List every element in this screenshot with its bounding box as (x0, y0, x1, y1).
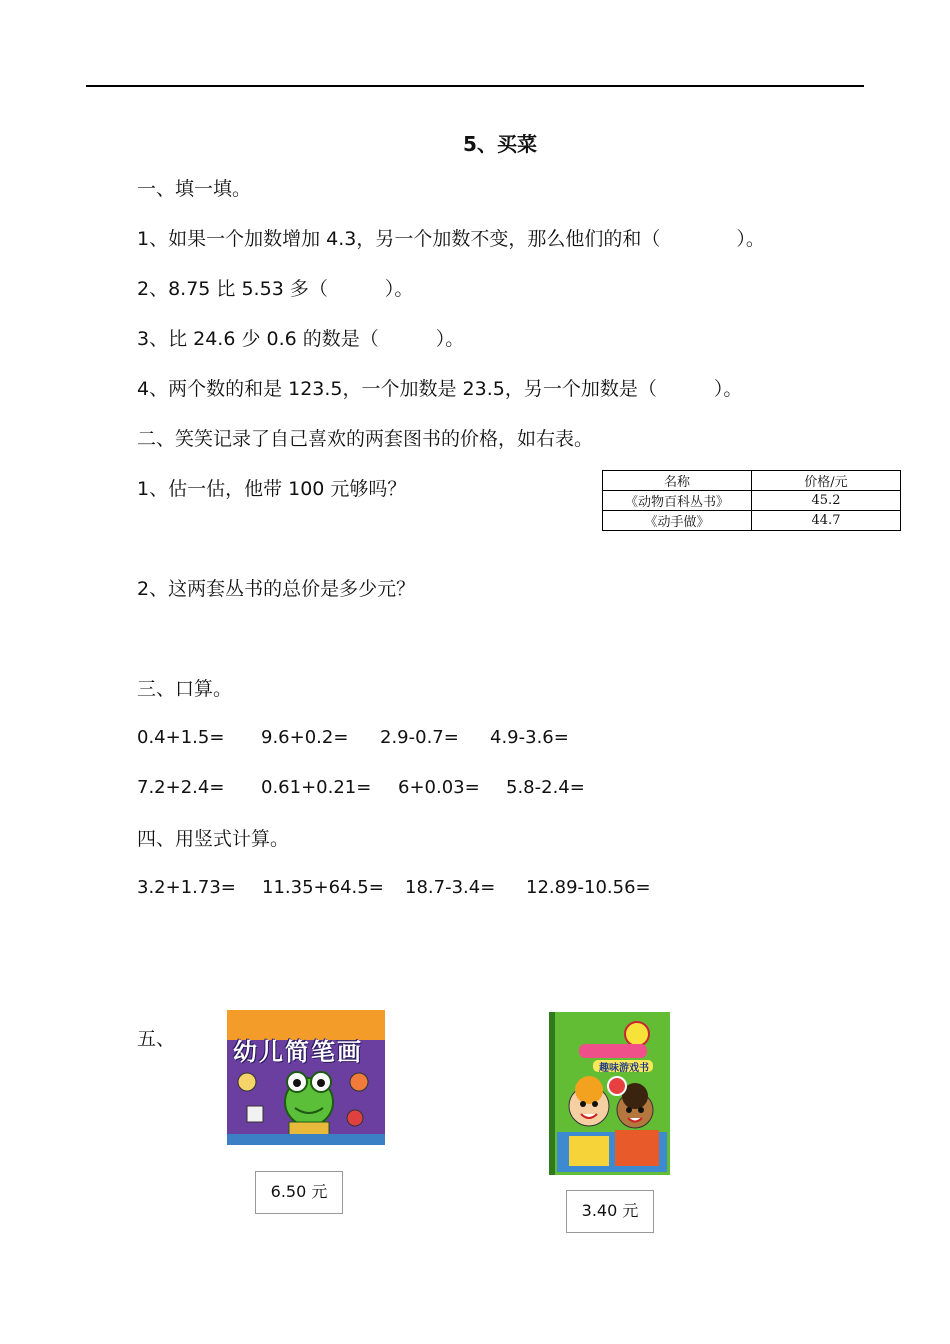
kids-illustration (549, 1012, 670, 1175)
price-table (602, 470, 901, 531)
book-cover-games (549, 1012, 670, 1175)
table-header-name: 名称 (603, 471, 752, 491)
top-rule (86, 85, 864, 87)
table-cell-price: 44.7 (752, 511, 901, 531)
table-row (603, 511, 901, 531)
question-1-4: 4、两个数的和是 123.5，一个加数是 23.5，另一个加数是（ ）。 (137, 378, 743, 400)
book-cover-drawing (227, 1010, 385, 1145)
cover-title: 幼儿简笔画 (233, 1038, 363, 1066)
price-box-book2: 3.40 元 (566, 1190, 654, 1233)
vertical-calc: 3.2+1.73= (137, 877, 236, 898)
section1-heading: 一、填一填。 (137, 178, 252, 200)
oral-calc: 5.8-2.4= (506, 777, 585, 798)
oral-calc: 2.9-0.7= (380, 727, 459, 748)
oral-calc: 6+0.03= (398, 777, 480, 798)
question-1-3: 3、比 24.6 少 0.6 的数是（ ）。 (137, 328, 465, 350)
vertical-calc: 12.89-10.56= (526, 877, 651, 898)
cover-title: 趣味游戏书 (599, 1063, 649, 1074)
table-header-row (603, 471, 901, 491)
price-box-book1: 6.50 元 (255, 1171, 343, 1214)
vertical-calc: 11.35+64.5= (262, 877, 384, 898)
question-1-2: 2、8.75 比 5.53 多（ ）。 (137, 278, 414, 300)
table-row (603, 491, 901, 511)
section5-heading: 五、 (137, 1028, 176, 1050)
oral-calc: 9.6+0.2= (261, 727, 349, 748)
section2-heading: 二、笑笑记录了自己喜欢的两套图书的价格，如右表。 (137, 428, 594, 450)
table-cell-name: 《动物百科丛书》 (603, 491, 752, 511)
oral-calc: 7.2+2.4= (137, 777, 225, 798)
question-2-2: 2、这两套丛书的总价是多少元？ (137, 578, 416, 600)
frog-illustration (227, 1010, 385, 1145)
question-1-1: 1、如果一个加数增加 4.3，另一个加数不变，那么他们的和（ ）。 (137, 228, 765, 250)
page-title: 5、买菜 (463, 132, 537, 156)
question-2-1: 1、估一估，他带 100 元够吗？ (137, 478, 407, 500)
table-cell-price: 45.2 (752, 491, 901, 511)
section4-heading: 四、用竖式计算。 (137, 828, 290, 850)
oral-calc: 0.4+1.5= (137, 727, 225, 748)
oral-calc: 0.61+0.21= (261, 777, 372, 798)
table-cell-name: 《动手做》 (603, 511, 752, 531)
table-header-price: 价格/元 (752, 471, 901, 491)
vertical-calc: 18.7-3.4= (405, 877, 496, 898)
section3-heading: 三、口算。 (137, 678, 233, 700)
oral-calc: 4.9-3.6= (490, 727, 569, 748)
